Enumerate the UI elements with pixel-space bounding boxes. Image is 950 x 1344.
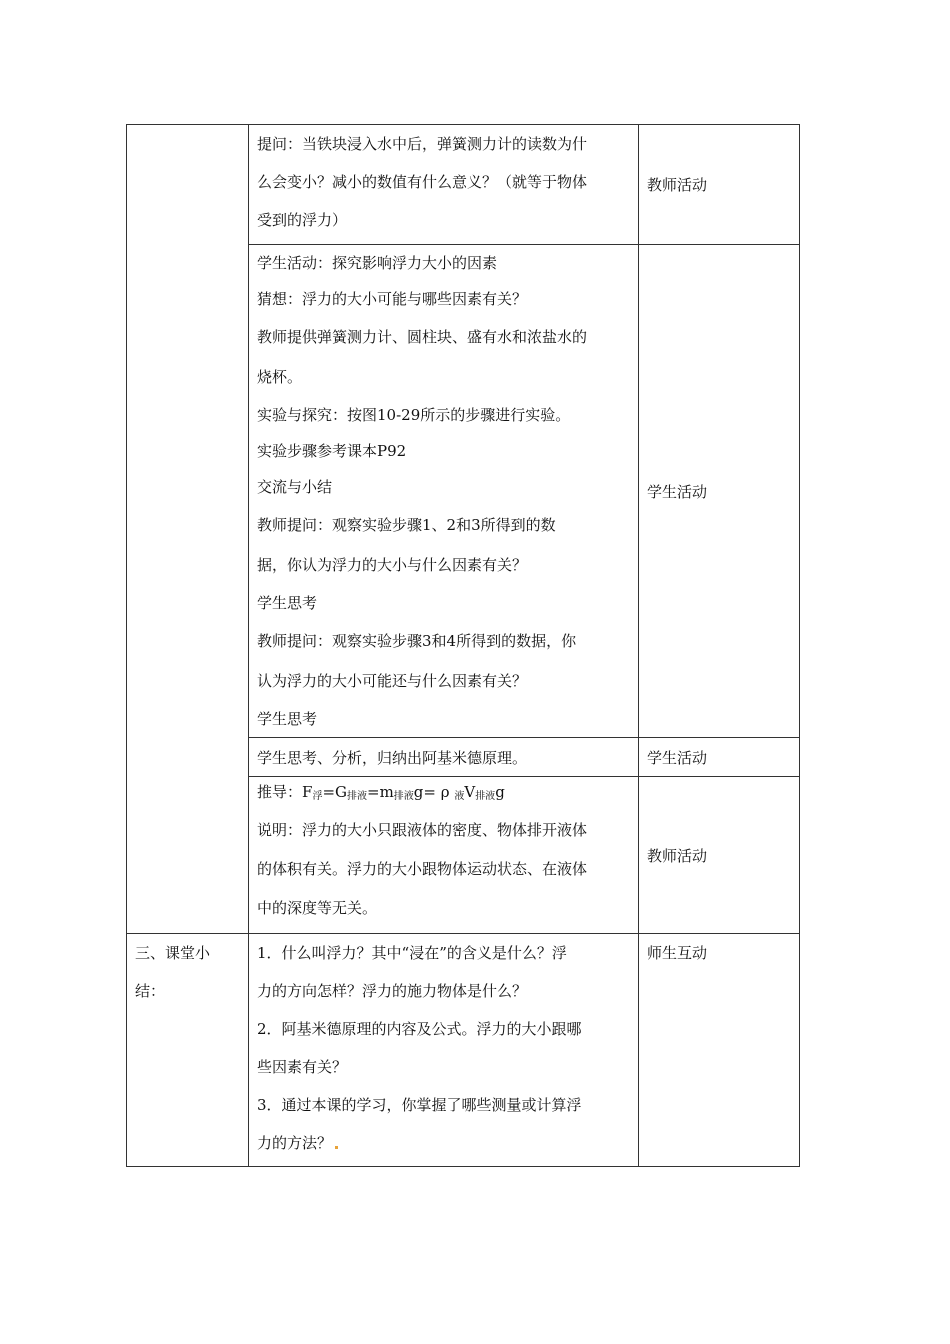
formula-line: 推导：$F_浮=G_{排液}=m_{排液}g= \rho$ $_液V_{排液}g$ bbox=[257, 783, 505, 802]
content-cell bbox=[249, 934, 639, 1167]
section-cell bbox=[127, 125, 249, 934]
content-line: 教师提问：观察实验步骤3和4所得到的数据，你 bbox=[257, 632, 577, 650]
content-line: 2．阿基米德原理的内容及公式。浮力的大小跟哪 bbox=[257, 1020, 582, 1038]
role-cell: 学生活动 bbox=[639, 738, 800, 777]
role-cell: 教师活动 bbox=[639, 125, 800, 245]
table-row bbox=[127, 125, 800, 245]
content-line: 交流与小结 bbox=[257, 478, 333, 496]
content-line: 实验步骤参考课本P92 bbox=[257, 442, 407, 460]
content-line: 3．通过本课的学习，你掌握了哪些测量或计算浮 bbox=[257, 1096, 582, 1114]
content-line: 实验与探究：按图10-29所示的步骤进行实验。 bbox=[257, 406, 571, 424]
role-cell: 教师活动 bbox=[639, 777, 800, 934]
content-line: 提问：当铁块浸入水中后，弹簧测力计的读数为什 bbox=[257, 135, 588, 153]
content-line: 1．什么叫浮力？其中“浸在”的含义是什么？浮 bbox=[257, 944, 567, 962]
content-cell bbox=[249, 245, 639, 738]
content-line: 说明：浮力的大小只跟液体的密度、物体排开液体 bbox=[257, 821, 588, 839]
table-row bbox=[127, 934, 800, 1167]
lesson-plan-table bbox=[126, 124, 800, 1167]
role-cell: 学生活动 bbox=[639, 245, 800, 738]
content-cell bbox=[249, 777, 639, 934]
content-line: 猜想：浮力的大小可能与哪些因素有关？ bbox=[257, 290, 528, 308]
content-line: 受到的浮力） bbox=[257, 211, 348, 229]
mark-dot-icon bbox=[335, 1146, 338, 1149]
content-line: 教师提问：观察实验步骤1、2和3所得到的数 bbox=[257, 516, 556, 534]
content-line: 学生活动：探究影响浮力大小的因素 bbox=[257, 254, 498, 272]
content-line: 的体积有关。浮力的大小跟物体运动状态、在液体 bbox=[257, 860, 588, 878]
content-line: 些因素有关？ bbox=[257, 1058, 348, 1076]
content-line: 烧杯。 bbox=[257, 368, 303, 386]
content-line: 认为浮力的大小可能还与什么因素有关？ bbox=[257, 672, 528, 690]
section-line: 结： bbox=[135, 982, 166, 1000]
content-line: 学生思考 bbox=[257, 594, 318, 612]
content-line: 么会变小？减小的数值有什么意义？（就等于物体 bbox=[257, 173, 588, 191]
section-cell bbox=[127, 934, 249, 1167]
content-cell: 学生思考、分析，归纳出阿基米德原理。 bbox=[249, 738, 639, 777]
content-line: 中的深度等无关。 bbox=[257, 899, 378, 917]
content-line: 据，你认为浮力的大小与什么因素有关？ bbox=[257, 556, 528, 574]
role-cell: 师生互动 bbox=[639, 934, 800, 1167]
content-line: 力的方法？ bbox=[257, 1124, 630, 1162]
section-line: 三、课堂小 bbox=[135, 944, 211, 962]
content-line: 学生思考 bbox=[257, 710, 318, 728]
content-line: 力的方向怎样？浮力的施力物体是什么？ bbox=[257, 982, 528, 1000]
content-cell bbox=[249, 125, 639, 245]
content-line: 教师提供弹簧测力计、圆柱块、盛有水和浓盐水的 bbox=[257, 328, 588, 346]
